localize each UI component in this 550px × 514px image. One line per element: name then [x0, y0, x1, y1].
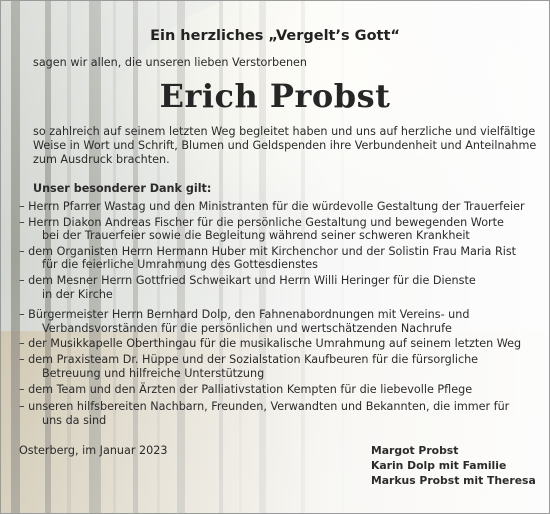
place-date: Osterberg, im Januar 2023	[19, 444, 168, 457]
signature-line: Karin Dolp mit Familie	[371, 459, 507, 472]
thanks-item-continuation: uns da sind	[42, 414, 107, 427]
thanks-item: – Herrn Pfarrer Wastag und den Ministranten für die würdevolle Gestaltung der Trauerfeier	[19, 200, 525, 213]
thanks-item-continuation: Verbandsvorständen für die persönlichen und wertschätzenden Nachrufe	[42, 322, 452, 335]
heading: Ein herzliches „Vergelt’s Gott“	[150, 28, 400, 44]
thanks-item-continuation: bei der Trauerfeier sowie die Begleitung während seiner schweren Krankheit	[42, 229, 470, 242]
signature-line: Margot Probst	[371, 444, 459, 457]
thanks-item: – dem Praxisteam Dr. Hüppe und der Sozialstation Kaufbeuren für die fürsorgliche	[19, 353, 479, 366]
paragraph-line: zum Ausdruck brachten.	[33, 153, 170, 166]
thanks-item: – Herrn Diakon Andreas Fischer für die persönliche Gestaltung und bewegenden Worte	[19, 216, 504, 229]
signature-line: Markus Probst mit Theresa	[371, 474, 536, 487]
thanks-item: – Bürgermeister Herrn Bernhard Dolp, den Fahnenabordnungen mit Vereins- und	[19, 308, 470, 321]
thanks-item-continuation: Betreuung und hilfreiche Unterstützung	[42, 367, 265, 380]
thanks-heading: Unser besonderer Dank gilt:	[33, 182, 212, 195]
thanks-item: – dem Organisten Herrn Hermann Huber mit Kirchenchor und der Solistin Frau Maria Rist	[19, 245, 517, 258]
paragraph-line: so zahlreich auf seinem letzten Weg begleitet haben und uns auf herzliche und vielfältige	[33, 125, 536, 138]
deceased-name: Erich Probst	[159, 77, 391, 115]
intro-text: sagen wir allen, die unseren lieben Verstorbenen	[33, 56, 308, 69]
thanks-item: – der Musikkapelle Oberthingau für die musikalische Umrahmung auf seinem letzten Weg	[19, 337, 522, 350]
thanks-item: – unseren hilfsbereiten Nachbarn, Freunden, Verwandten und Bekannten, die immer für	[19, 400, 510, 413]
thanks-item-continuation: für die feierliche Umrahmung des Gottesdienstes	[42, 258, 318, 271]
thanks-item: – dem Mesner Herrn Gottfried Schweikart und Herrn Willi Heringer für die Dienste	[19, 274, 476, 287]
paragraph-line: Weise in Wort und Schrift, Blumen und Geldspenden ihre Verbundenheit und Anteilnahme	[33, 139, 537, 152]
thanks-item-continuation: in der Kirche	[42, 288, 113, 301]
thanks-item: – dem Team und den Ärzten der Palliativstation Kempten für die liebevolle Pflege	[19, 383, 473, 396]
